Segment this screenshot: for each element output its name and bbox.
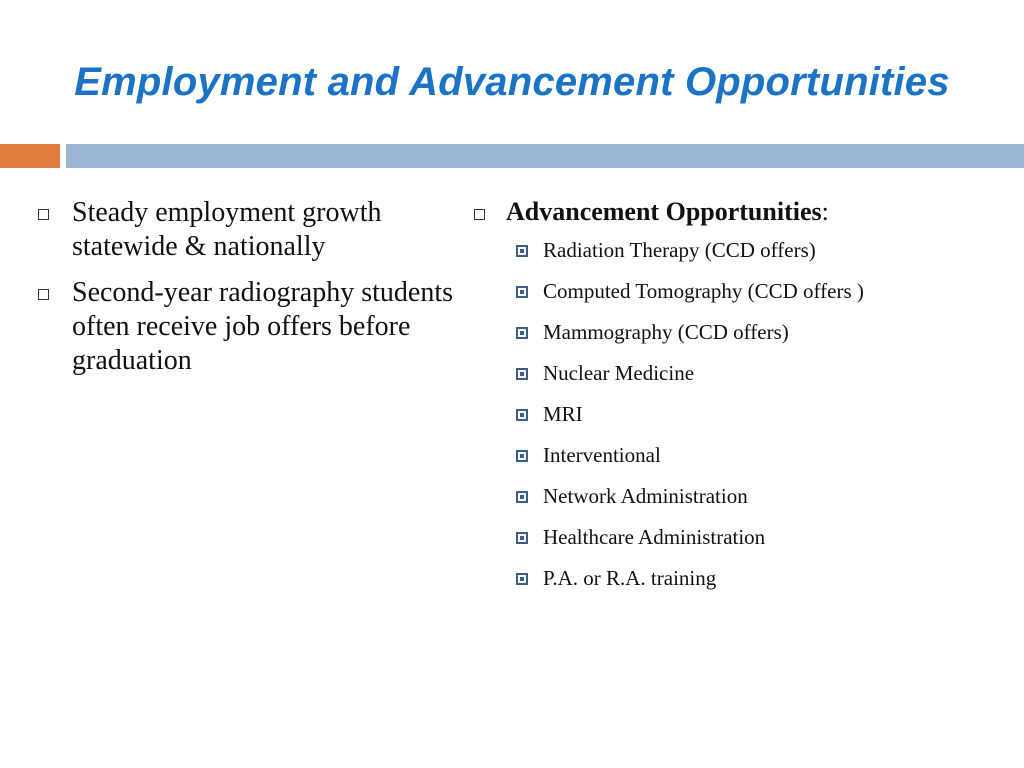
sub-bullet-text: Mammography (CCD offers) [543, 320, 789, 344]
sub-bullet-text: Computed Tomography (CCD offers ) [543, 279, 864, 303]
accent-bar-blue [66, 144, 1024, 168]
filled-square-bullet-icon [516, 573, 528, 585]
slide-title: Employment and Advancement Opportunities [74, 60, 950, 104]
bullet-text: Second-year radiography students often receive job offers before graduation [72, 277, 453, 376]
sub-bullet-text: Radiation Therapy (CCD offers) [543, 238, 816, 262]
filled-square-bullet-icon [516, 450, 528, 462]
sub-bullet-item [466, 359, 1006, 387]
sub-bullet-item [466, 318, 1006, 346]
filled-square-bullet-icon [516, 368, 528, 380]
filled-square-bullet-icon [516, 245, 528, 257]
sub-bullet-item [466, 482, 1006, 510]
sub-bullet-item [466, 400, 1006, 428]
sub-bullet-text: Network Administration [543, 484, 748, 508]
filled-square-bullet-icon [516, 532, 528, 544]
sub-bullet-text: Healthcare Administration [543, 525, 766, 549]
hollow-square-bullet-icon [474, 209, 485, 220]
filled-square-bullet-icon [516, 491, 528, 503]
sub-bullet-item [466, 523, 1006, 551]
left-column [34, 196, 454, 390]
hollow-square-bullet-icon [38, 209, 49, 220]
filled-square-bullet-icon [516, 409, 528, 421]
bullet-item [34, 276, 454, 378]
filled-square-bullet-icon [516, 327, 528, 339]
hollow-square-bullet-icon [38, 289, 49, 300]
advancement-heading-item [466, 194, 1006, 230]
sub-bullet-text: Nuclear Medicine [543, 361, 695, 385]
bullet-text: Steady employment growth statewide & nationally [72, 197, 382, 262]
sub-bullet-text: Interventional [543, 443, 661, 467]
sub-bullet-item [466, 236, 1006, 264]
bullet-item [34, 196, 454, 264]
sub-bullet-item [466, 277, 1006, 305]
accent-bar-orange [0, 144, 60, 168]
sub-bullet-text: MRI [543, 402, 583, 426]
advancement-heading: Advancement Opportunities [506, 197, 822, 226]
sub-bullet-item [466, 441, 1006, 469]
sub-bullet-item [466, 564, 1006, 592]
sub-bullet-text: P.A. or R.A. training [543, 566, 717, 590]
heading-colon: : [821, 197, 829, 226]
right-column [466, 194, 1006, 605]
filled-square-bullet-icon [516, 286, 528, 298]
